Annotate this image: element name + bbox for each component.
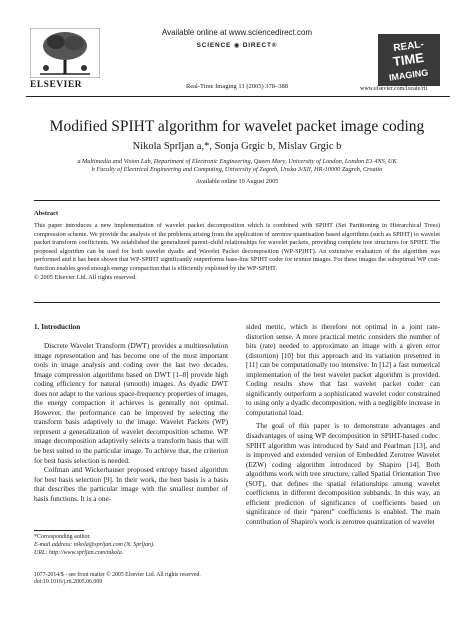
footnote-email: E-mail address: nikola@sprljan.com (N. Sprljan).: [34, 541, 155, 548]
left-paragraph-2: Coifman and Wickerhauser proposed entropy based algorithm for best basis selection [9]. In their work, the best basis is a basis that describes the particular image with the smallest number of basis functions. It is a one-: [34, 466, 228, 503]
issn-line: 1077-2014/$ - see front matter © 2005 Elsevier Ltd. All rights reserved.: [34, 572, 201, 578]
available-date: Available online 10 August 2005: [195, 178, 279, 185]
right-column-body: [246, 323, 440, 527]
paper-title: Modified SPIHT algorithm for wavelet packet image coding: [49, 118, 425, 135]
journal-logo-line-2: TIME: [391, 49, 425, 70]
footnote-rule: [34, 530, 84, 531]
journal-logo-line-3: IMAGING: [388, 67, 429, 83]
section-heading: 1. Introduction: [34, 323, 81, 331]
journal-cover-logo: [378, 34, 440, 86]
sciencedirect-logo: SCIENCE ◉ DIRECT®: [196, 42, 278, 49]
right-paragraph-2: The goal of this paper is to demonstrate advantages and disadvantages of using WP decomposition in SPIHT-based codec. SPIHT algorithm was introduced by Said and Pearlman [13], and is improved and extended version of Embedded Zerotree Wavelet (EZW) coding algorithm introduced by Shapiro [14]. Both algorithms work with tree structure, called Spatial Orientation Tree (SOT), that defines the spatial relationships among wavelet coefficients in different decomposition subbands. In this way, an efficient prediction of significance of coefficients based on significance of their “parent” coefficients is enabled. The main contribution of Shapiro's work is zerotree quantization of wavelet: [246, 422, 440, 526]
abstract-bottom-rule: [34, 302, 440, 303]
abstract-text: This paper introduces a new implementation of wavelet packet decomposition which is combined with SPIHT (Set Partitioning in Hierarchical Trees) compression scheme. We provide the analysis of the problems arising from the application of zerotree quantisation based algorithms (such as SPIHT) to wavelet packet transform coefficients. We established the generalized parent–child relationships for wavelet packets, providing complete tree structures for SPIHT. The proposed algorithm can be used for both wavelet dyadic and Wavelet Packet decomposition (WP-SPIHT). An extensive evaluation of the algorithm was performed and it has been shown that WP-SPIHT significantly outperforms base-line SPIHT coder for texture images. For these images the suboptimal WP cost-function enables good enough energy compaction that is efficiently exploited by the WP-SPIHT.: [34, 222, 440, 272]
left-column-body: [34, 342, 228, 504]
right-paragraph-1: sided metric, which is therefore not optimal in a joint rate-distortion sense. A more practical metric considers the number of bits (rate) needed to approximate an image with a given error (distortion) [10] but this approach and its variation presented in [11] can be computationally too intensive. In [12] a fast numerical implementation of the best wavelet packet algorithm is provided. Coding results show that fast wavelet packet coder can significantly outperform a sophisticated wavelet coder constrained to using only a dyadic decomposition, with a negligible increase in computational load.: [246, 323, 440, 417]
abstract-body: [34, 222, 440, 282]
journal-logo-line-1: REAL-: [392, 38, 425, 55]
footnote-url[interactable]: URL: http://www.sprljan.com/nikola.: [34, 549, 124, 556]
bottom-info: [34, 572, 274, 586]
available-online: Available online at www.sciencedirect.com: [161, 28, 313, 37]
paper-authors: Nikola Sprljan a,*, Sonja Grgic b, Mislav Grgic b: [132, 141, 342, 152]
affiliation-b: b Faculty of Electrical Engineering and Computing, University of Zagreb, Unska 3/XII, HR-10000 Zagreb, Croatia: [91, 166, 383, 173]
journal-reference: Real-Time Imaging 11 (2005) 378–388: [185, 83, 289, 90]
footnotes: [34, 534, 228, 557]
affiliation-a: a Multimedia and Vision Lab, Department of Electronic Engineering, Queen Mary, University of London, London E1 4NS, UK: [77, 158, 397, 165]
abstract-heading: Abstract: [34, 210, 59, 217]
publisher-name: ELSEVIER: [30, 80, 83, 90]
journal-url[interactable]: www.elsevier.com/locate/rti: [360, 86, 428, 92]
header-rule: [26, 96, 450, 97]
abstract-copyright: © 2005 Elsevier Ltd. All rights reserved.: [34, 273, 137, 281]
doi-line[interactable]: doi:10.1016/j.rti.2005.06.009: [34, 579, 103, 586]
footnote-corresponding: *Corresponding author.: [34, 534, 91, 540]
left-paragraph-1: Discrete Wavelet Transform (DWT) provides a multiresolution image representation and has become one of the most important tools in image analysis and coding over the last two decades. Image compression algorithms based on DWT [1–8] provide high coding efficiency for natural (smooth) images. As dyadic DWT does not adapt to the various space-frequency properties of images, the energy compaction it achieves is generally not optimal. However, the performance can be improved by selecting the transform basis adaptively to the image. Wavelet Packets (WP) represent a generalization of wavelet decomposition scheme. WP image decomposition adaptively selects a transform basis that will be best suited to the particular image. To achieve that, the criterion for best basis selection is needed.: [34, 342, 228, 465]
abstract-top-rule: [34, 200, 440, 201]
